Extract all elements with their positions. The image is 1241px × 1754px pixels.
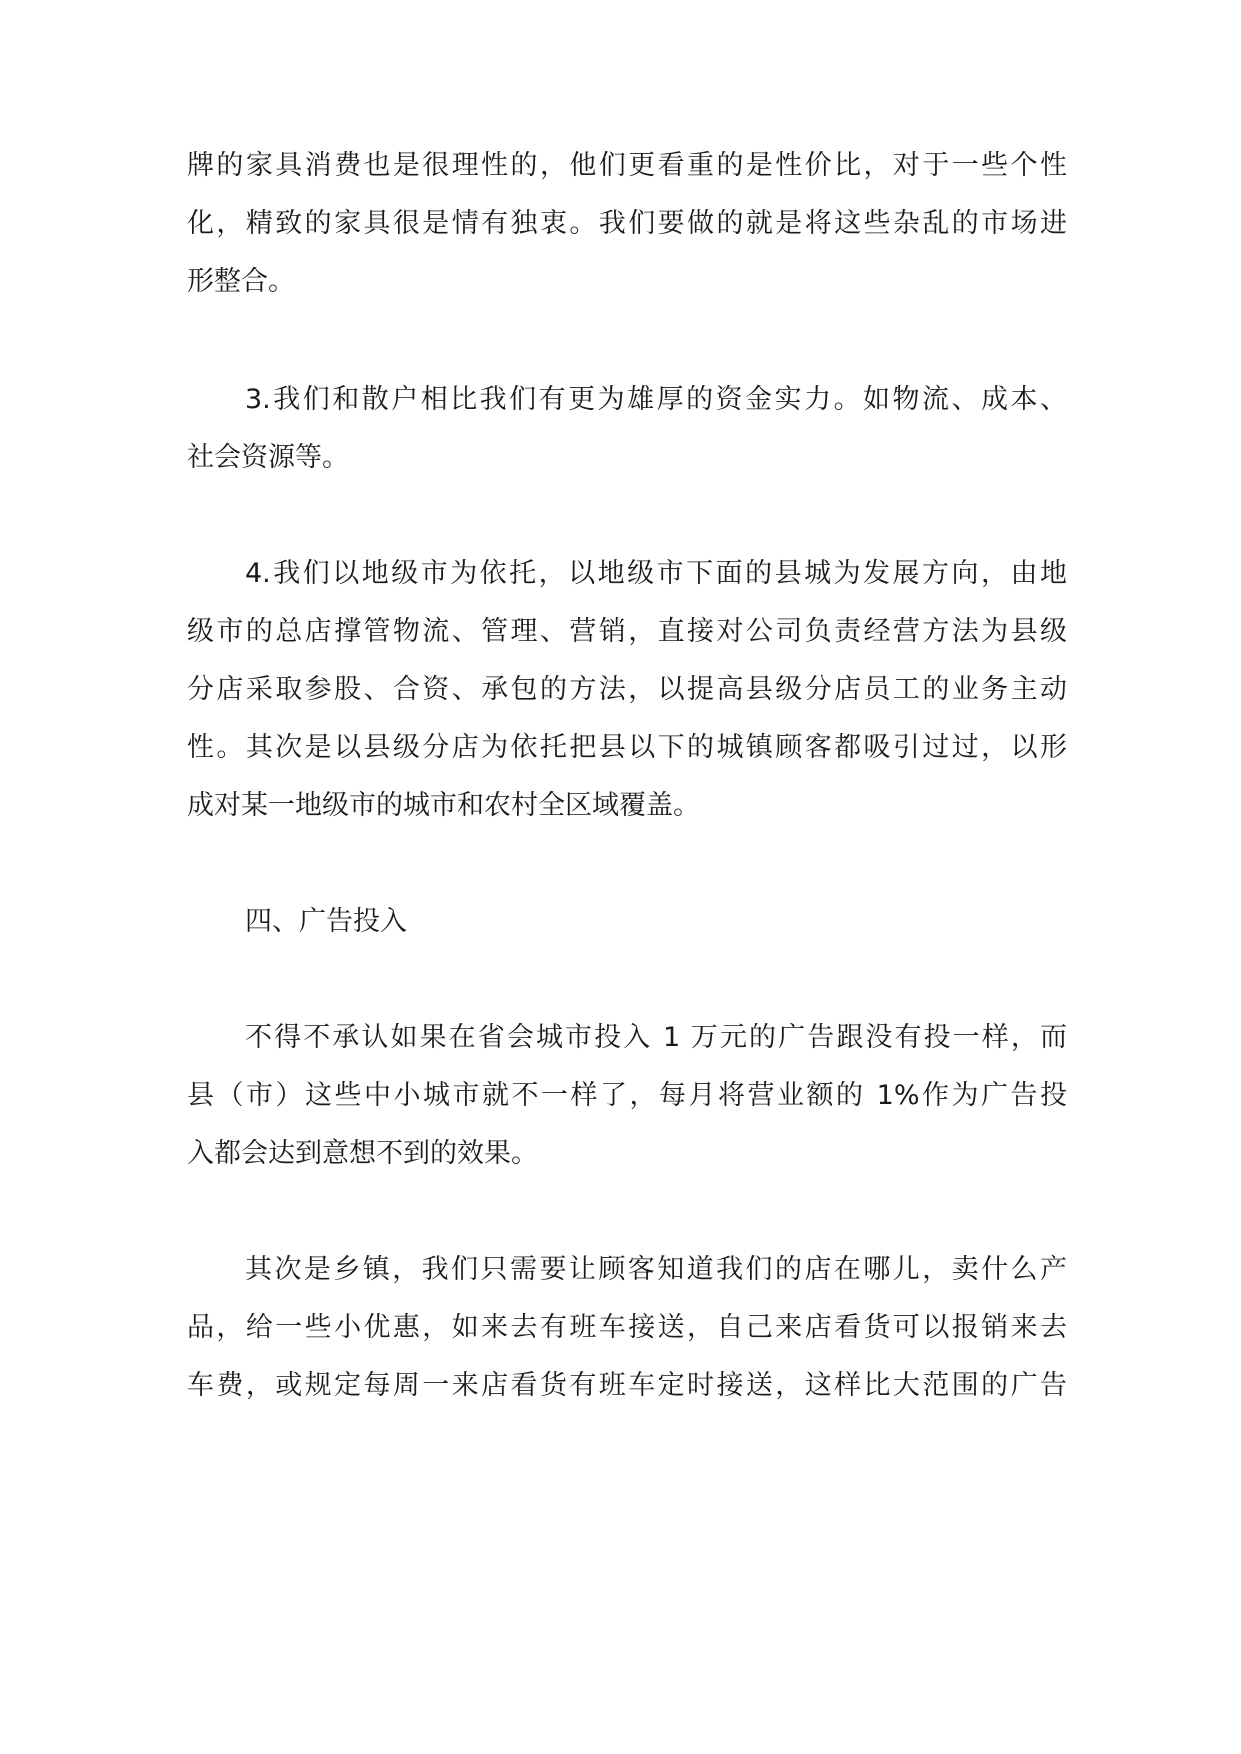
paragraph-1-line-3: 形整合。	[187, 266, 295, 297]
paragraph-1-line-1: 牌的家具消费也是很理性的，他们更看重的是性价比，对于一些个性	[187, 150, 1067, 181]
paragraph-3-line-4: 性。其次是以县级分店为依托把县以下的城镇顾客都吸引过过，以形	[187, 732, 1067, 763]
paragraph-4-line-2: 县（市）这些中小城市就不一样了，每月将营业额的 1%作为广告投	[187, 1080, 1067, 1111]
paragraph-4-line-3: 入都会达到意想不到的效果。	[187, 1138, 538, 1169]
paragraph-2-line-1: 3.我们和散户相比我们有更为雄厚的资金实力。如物流、成本、	[245, 384, 1067, 415]
paragraph-3-line-1: 4.我们以地级市为依托，以地级市下面的县城为发展方向，由地	[245, 558, 1067, 589]
paragraph-1-line-2: 化，精致的家具很是情有独衷。我们要做的就是将这些杂乱的市场进	[187, 208, 1067, 239]
paragraph-3-line-2: 级市的总店撑管物流、管理、营销，直接对公司负责经营方法为县级	[187, 616, 1067, 647]
paragraph-5-line-2: 品，给一些小优惠，如来去有班车接送，自己来店看货可以报销来去	[187, 1312, 1067, 1343]
section-heading: 四、广告投入	[245, 906, 407, 937]
paragraph-3-line-5: 成对某一地级市的城市和农村全区域覆盖。	[187, 790, 700, 821]
paragraph-5-line-1: 其次是乡镇，我们只需要让顾客知道我们的店在哪儿，卖什么产	[245, 1254, 1067, 1285]
paragraph-5-line-3: 车费，或规定每周一来店看货有班车定时接送，这样比大范围的广告	[187, 1370, 1067, 1401]
paragraph-3-line-3: 分店采取参股、合资、承包的方法，以提高县级分店员工的业务主动	[187, 674, 1067, 705]
paragraph-2-line-2: 社会资源等。	[187, 442, 349, 473]
paragraph-4-line-1: 不得不承认如果在省会城市投入 1 万元的广告跟没有投一样，而	[245, 1022, 1067, 1053]
